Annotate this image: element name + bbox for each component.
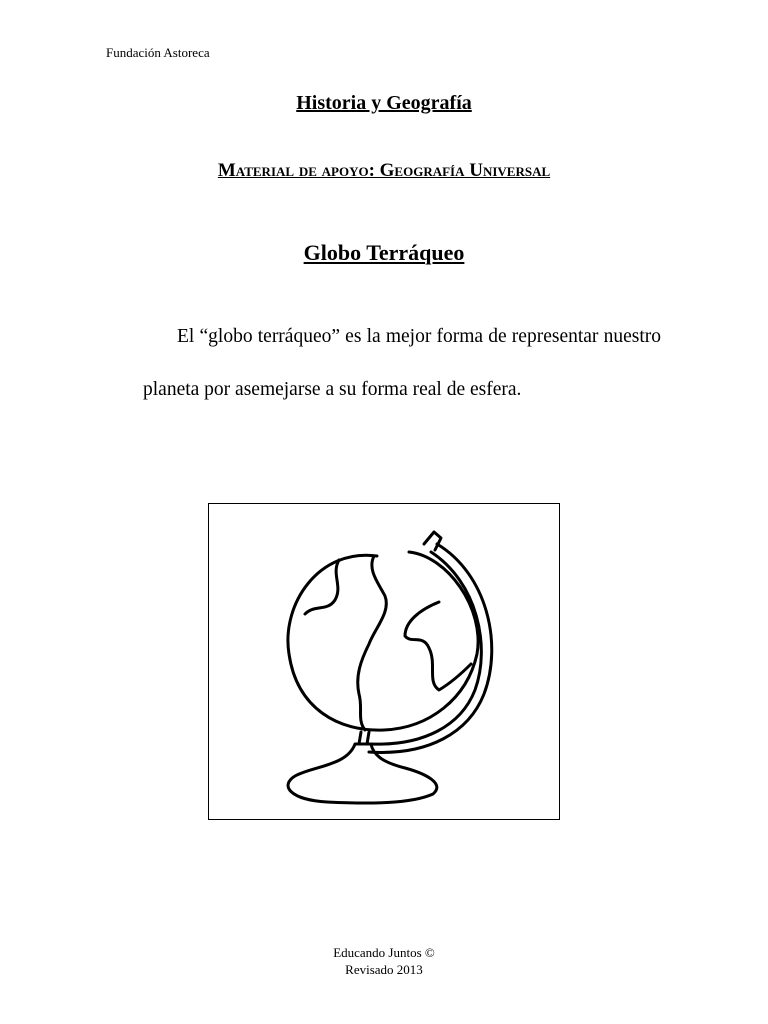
continent-america <box>358 556 387 730</box>
globe-with-stand-icon <box>209 504 560 820</box>
footer <box>0 944 768 978</box>
globe-figure-frame <box>208 503 560 820</box>
footer-line-2: Revisado 2013 <box>345 962 423 977</box>
header-organization: Fundación Astoreca <box>106 45 210 60</box>
material-title <box>0 160 768 182</box>
subject-title: Historia y Geografía <box>296 92 472 114</box>
topic-title: Globo Terráqueo <box>303 240 465 265</box>
globe-sphere <box>288 552 478 730</box>
globe-pin <box>424 532 441 550</box>
globe-base <box>288 744 437 803</box>
continent-east <box>405 602 471 690</box>
globe-stem <box>359 732 369 744</box>
intro-paragraph <box>143 310 661 416</box>
paragraph-text: El “globo terráqueo” es la mejor forma de representar nuestro planeta por asemejarse a su forma real de esfera. <box>143 326 661 400</box>
material-title-text: Material de apoyo: Geografía Universal <box>217 160 551 181</box>
footer-line-1: Educando Juntos © <box>333 945 435 960</box>
globe-meridian-arc-inner <box>371 552 481 744</box>
